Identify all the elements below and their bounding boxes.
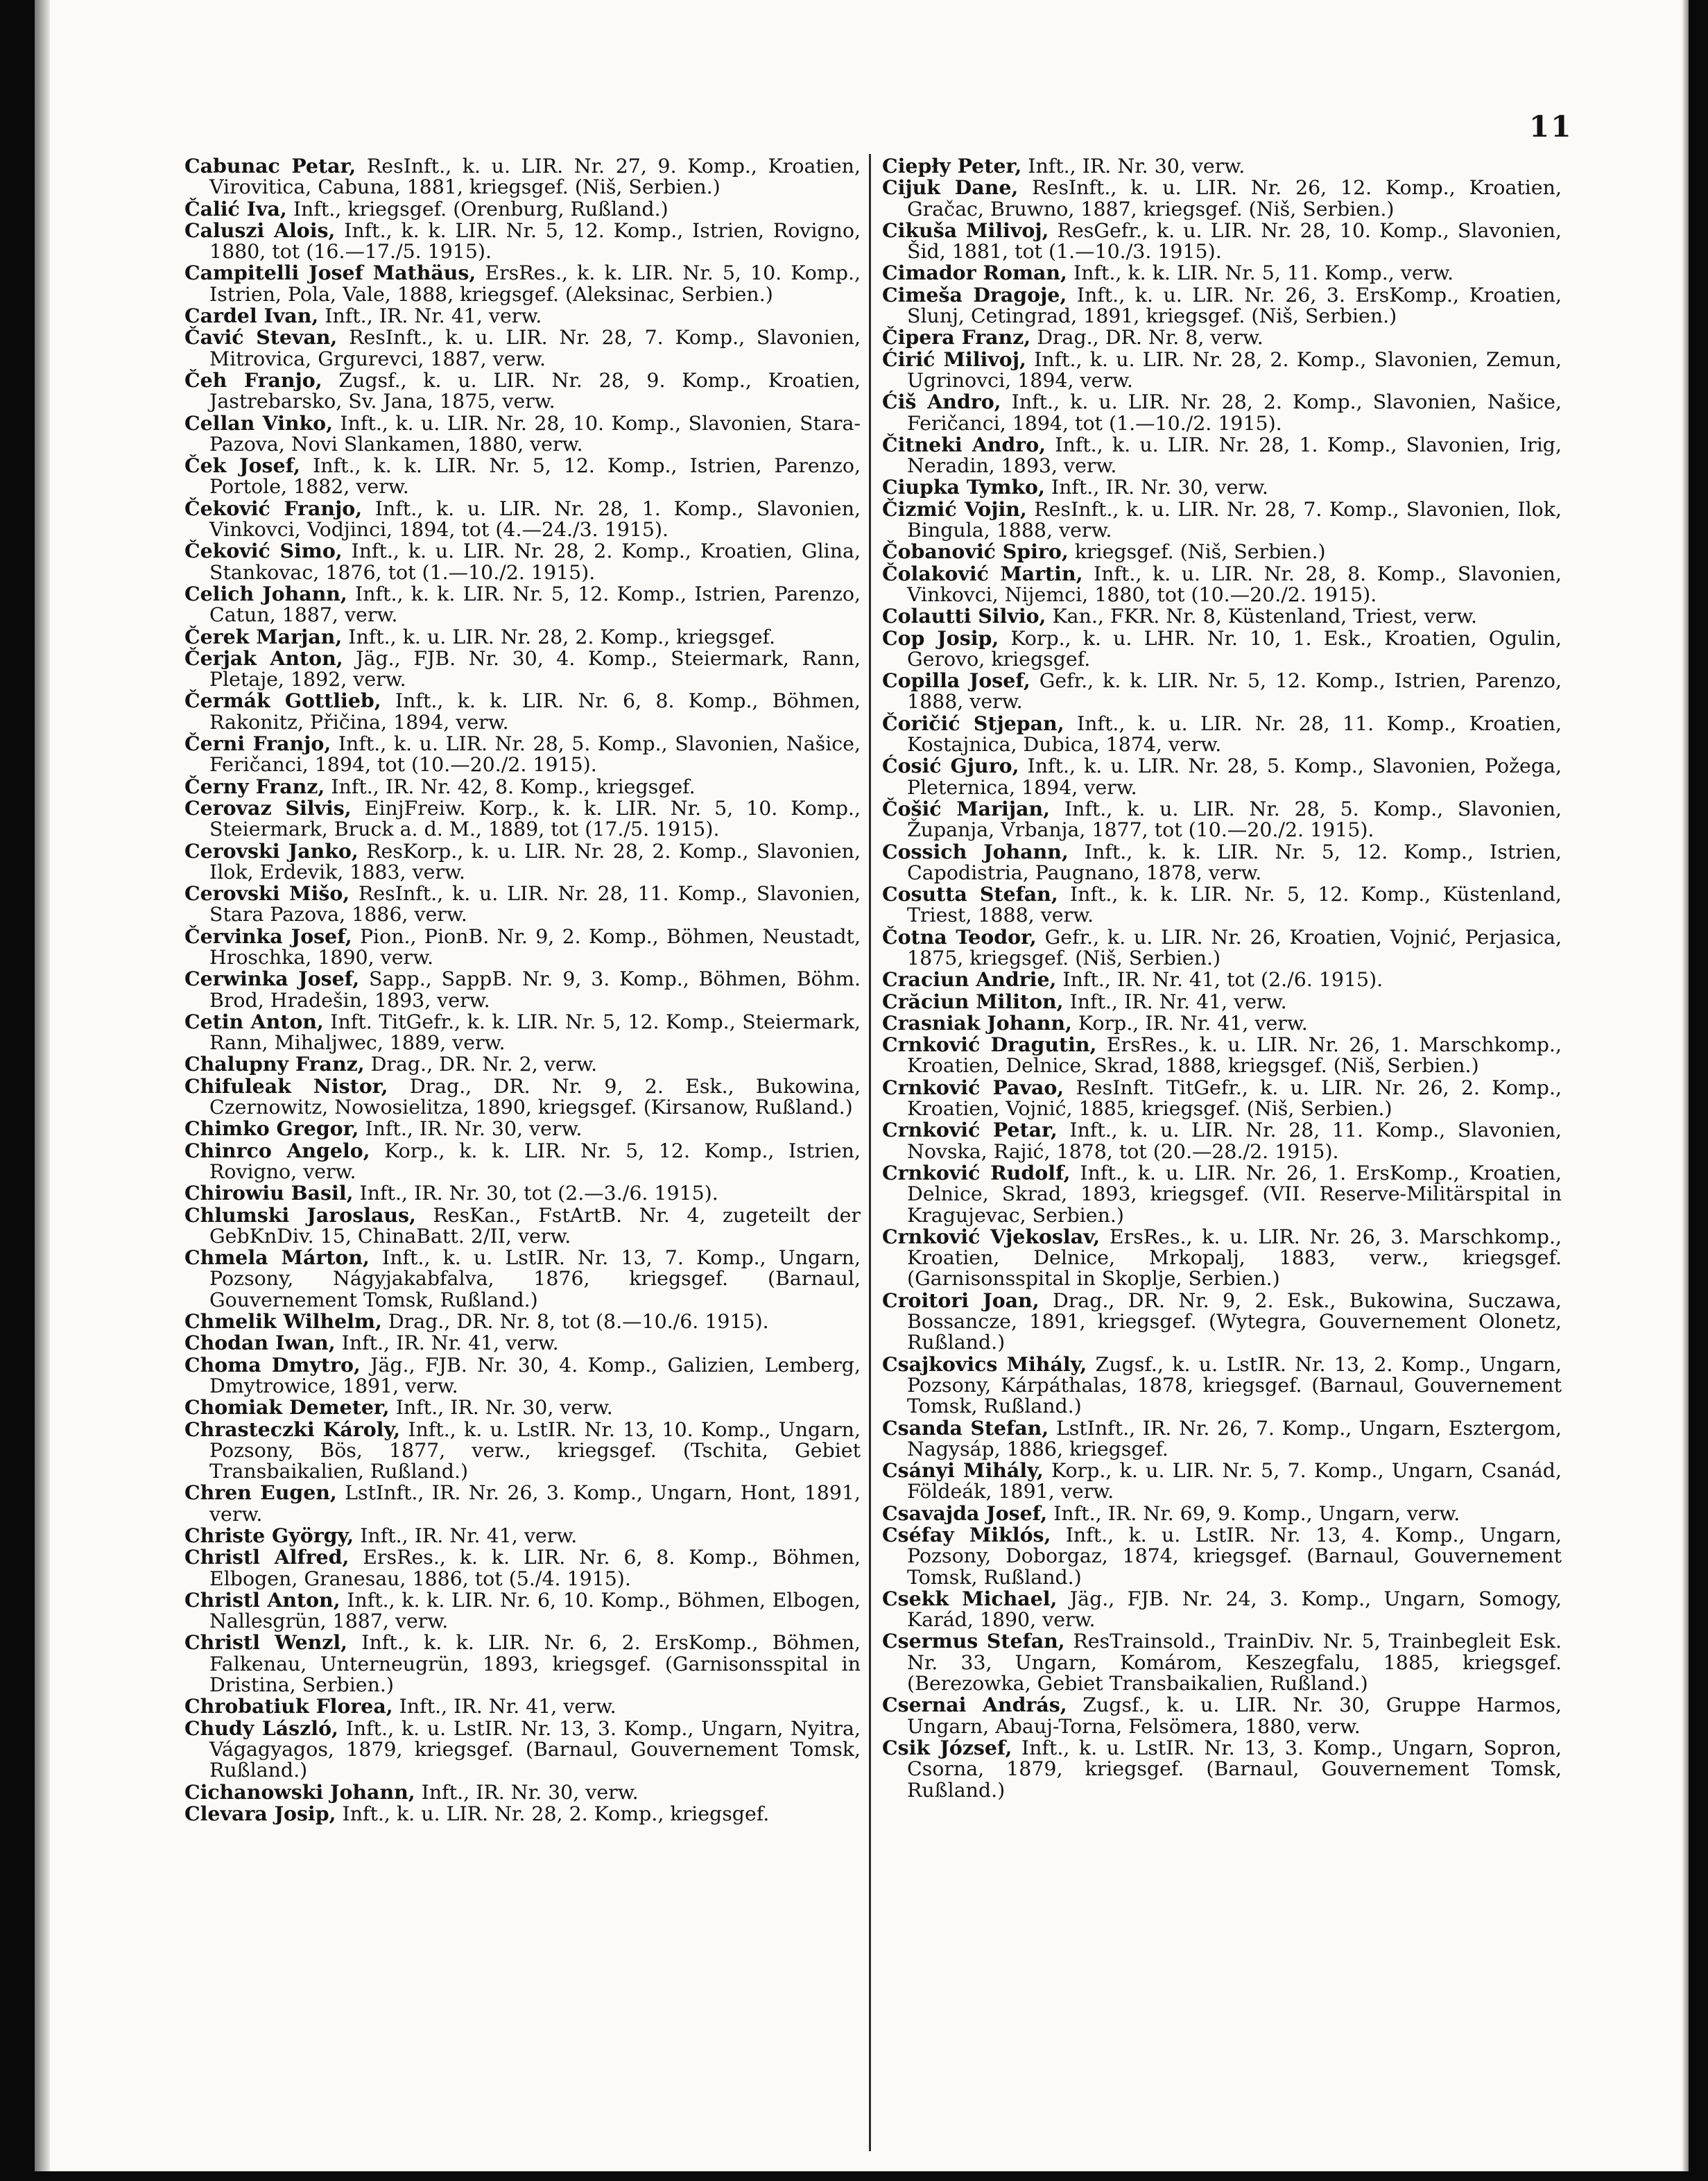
entry-name: Cerwinka Josef, bbox=[184, 967, 360, 991]
entry-details: ResInft. TitGefr., k. u. LIR. Nr. 26, 2. Komp., Kroatien, Vojnić, 1885, kriegsgef. (Niš, Serbien.) bbox=[907, 1076, 1562, 1121]
entry-name: Crnković Pavao, bbox=[882, 1075, 1064, 1099]
entry-details: Inft., IR. Nr. 41, verw. bbox=[354, 1524, 578, 1547]
list-item bbox=[882, 177, 1562, 220]
entry-name: Chmela Márton, bbox=[184, 1245, 370, 1270]
entry-details: Inft., IR. Nr. 41, verw. bbox=[318, 304, 542, 328]
list-item bbox=[882, 1226, 1562, 1290]
list-item bbox=[882, 628, 1562, 671]
entry-name: Croitori Joan, bbox=[882, 1288, 1040, 1312]
entry-details: Korp., k. u. LIR. Nr. 5, 7. Komp., Ungarn, Csanád, Földeák, 1891, verw. bbox=[907, 1459, 1562, 1503]
entry-name: Cosutta Stefan, bbox=[882, 882, 1058, 906]
list-item bbox=[882, 1460, 1562, 1503]
list-item bbox=[184, 262, 861, 305]
entry-name: Celich Johann, bbox=[184, 581, 347, 605]
entry-details: Inft., k. k. LIR. Nr. 6, 2. ErsKomp., Böhmen, Falkenau, Unterneugrün, 1893, kriegsgef. (Garnisonsspital in Dristina, Serbien.) bbox=[209, 1631, 861, 1697]
entry-name: Čošić Marijan, bbox=[882, 796, 1051, 820]
entry-details: Inft., k. u. LIR. Nr. 28, 1. Komp., Slavonien, Irig, Neradin, 1893, verw. bbox=[907, 433, 1562, 478]
entry-name: Craciun Andrie, bbox=[882, 967, 1057, 992]
entry-details: Gefr., k. u. LIR. Nr. 26, Kroatien, Vojnić, Perjasica, 1875, kriegsgef. (Niš, Serbien.) bbox=[907, 925, 1562, 969]
list-item bbox=[184, 1419, 861, 1483]
entry-details: Inft., k. u. LIR. Nr. 28, 5. Komp., Slavonien, Požega, Pleternica, 1894, verw. bbox=[907, 755, 1562, 799]
right-column bbox=[882, 155, 1562, 2153]
entry-details: ResKorp., k. u. LIR. Nr. 28, 2. Komp., Slavonien, Ilok, Erdevik, 1883, verw. bbox=[209, 839, 861, 883]
entry-details: Inft., k. k. LIR. Nr. 5, 12. Komp., Istrien, Parenzo, Catun, 1887, verw. bbox=[209, 582, 861, 627]
list-item bbox=[882, 1162, 1562, 1226]
list-item bbox=[184, 1011, 861, 1054]
entry-details: Inft., k. k. LIR. Nr. 5, 12. Komp., Istrien, Parenzo, Portole, 1882, verw. bbox=[209, 454, 861, 499]
list-item bbox=[882, 1354, 1562, 1417]
entry-name: Cerovaz Silvis, bbox=[184, 795, 352, 820]
entry-name: Ciupka Tymko, bbox=[882, 475, 1045, 499]
list-item bbox=[882, 1630, 1562, 1694]
entry-name: Černy Franz, bbox=[184, 774, 325, 798]
entry-name: Cossich Johann, bbox=[882, 839, 1069, 863]
list-item bbox=[184, 1779, 861, 1804]
list-item bbox=[184, 455, 861, 498]
entry-details: Inft., k. u. LstIR. Nr. 13, 7. Komp., Ungarn, Pozsony, Nágyjakabfalva, 1876, kriegsgef. (Barnaul, Gouvernement Tomsk, Rußland.) bbox=[209, 1246, 861, 1311]
list-item bbox=[882, 1077, 1562, 1120]
entry-name: Cop Josip, bbox=[882, 626, 999, 650]
entry-name: Colautti Silvio, bbox=[882, 604, 1046, 628]
entry-name: Christe György, bbox=[184, 1524, 354, 1547]
entry-name: Csermus Stefan, bbox=[882, 1629, 1065, 1653]
entry-name: Caluszi Alois, bbox=[184, 218, 336, 242]
list-item bbox=[184, 1140, 861, 1183]
entry-name: Csajkovics Mihály, bbox=[882, 1352, 1087, 1376]
list-item bbox=[882, 349, 1562, 392]
list-item bbox=[184, 1632, 861, 1696]
entry-details: ErsRes., k. k. LIR. Nr. 5, 10. Komp., Istrien, Pola, Vale, 1888, kriegsgef. (Aleksinac, Serbien.) bbox=[209, 261, 861, 306]
list-item bbox=[184, 198, 861, 220]
entry-name: Čeković Franjo, bbox=[184, 496, 363, 520]
entry-details: Inft., k. u. LIR. Nr. 28, 8. Komp., Slavonien, Vinkovci, Nijemci, 1880, tot (10.—20./2. 1915). bbox=[907, 562, 1562, 606]
entry-name: Crăciun Militon, bbox=[882, 989, 1064, 1013]
list-item bbox=[882, 284, 1562, 327]
list-item bbox=[184, 155, 861, 198]
entry-name: Christl Alfred, bbox=[184, 1545, 350, 1569]
list-item bbox=[184, 1311, 861, 1332]
entry-details: Inft., k. u. LIR. Nr. 26, 1. ErsKomp., Kroatien, Delnice, Skrad, 1893, kriegsgef. (VII. Reserve-Militärspital in Kragujevac, Serbien.) bbox=[907, 1161, 1562, 1227]
entry-details: Inft., k. u. LIR. Nr. 28, 11. Komp., Kroatien, Kostajnica, Dubica, 1874, verw. bbox=[907, 712, 1562, 757]
entry-details: ErsRes., k. k. LIR. Nr. 6, 8. Komp., Böhmen, Elbogen, Granesau, 1886, tot (5./4. 1915). bbox=[209, 1546, 861, 1590]
entry-name: Čalić Iva, bbox=[184, 196, 287, 221]
scan-left-edge bbox=[0, 0, 35, 2181]
list-item bbox=[882, 798, 1562, 841]
list-item bbox=[184, 1202, 861, 1248]
entry-name: Chudy László, bbox=[184, 1716, 338, 1740]
entry-name: Ciepły Peter, bbox=[882, 155, 1022, 178]
entry-name: Campitelli Josef Mathäus, bbox=[184, 261, 476, 285]
entry-name: Chinrco Angelo, bbox=[184, 1138, 370, 1162]
entry-details: Zugsf., k. u. LIR. Nr. 28, 9. Komp., Kroatien, Jastrebarsko, Sv. Jana, 1875, verw. bbox=[209, 368, 861, 413]
list-item bbox=[184, 1718, 861, 1782]
entry-details: ErsRes., k. u. LIR. Nr. 26, 3. Marschkomp., Kroatien, Delnice, Mrkopalj, 1883, verw., kriegsgef. (Garnisonsspital in Skoplje, Serbien.) bbox=[907, 1225, 1562, 1291]
entry-name: Christl Anton, bbox=[184, 1587, 340, 1612]
entry-name: Christl Wenzl, bbox=[184, 1630, 348, 1655]
entry-name: Chren Eugen, bbox=[184, 1481, 337, 1505]
left-column bbox=[184, 155, 861, 2153]
list-item bbox=[882, 155, 1562, 177]
entry-details: Inft., k. u. LstIR. Nr. 13, 3. Komp., Ungarn, Nyitra, Vágagyagos, 1879, kriegsgef. (Barnaul, Gouvernement Tomsk, Rußland.) bbox=[209, 1716, 861, 1782]
entry-name: Cikuša Milivoj, bbox=[882, 218, 1049, 242]
entry-details: Drag., DR. Nr. 9, 2. Esk., Bukowina, Suczawa, Bossancze, 1891, kriegsgef. (Wytegra, Gouvernement Olonetz, Rußland.) bbox=[907, 1288, 1562, 1354]
list-item bbox=[882, 1034, 1562, 1077]
list-item bbox=[184, 1525, 861, 1546]
entry-details: ResKan., FstArtB. Nr. 4, zugeteilt der GebKnDiv. 15, ChinaBatt. 2/II, verw. bbox=[209, 1203, 861, 1248]
entry-details: Inft., k. u. LstIR. Nr. 13, 10. Komp., Ungarn, Pozsony, Bös, 1877, verw., kriegsgef. (Tschita, Gebiet Transbaikalien, Rußland.) bbox=[209, 1417, 861, 1483]
entry-name: Cardel Ivan, bbox=[184, 304, 319, 328]
list-item bbox=[184, 840, 861, 883]
entry-name: Csanda Stefan, bbox=[882, 1415, 1049, 1440]
entry-details: EinjFreiw. Korp., k. k. LIR. Nr. 5, 10. Komp., Steiermark, Bruck a. d. M., 1889, tot (17./5. 1915). bbox=[209, 796, 861, 841]
entry-details: ResTrainsold., TrainDiv. Nr. 5, Trainbegleit Esk. Nr. 33, Ungarn, Komárom, Keszegfalu, 1885, kriegsgef. (Berezowka, Gebiet Transbaikalien, Rußland.) bbox=[907, 1630, 1562, 1696]
entry-name: Clevara Josip, bbox=[184, 1801, 336, 1825]
list-item bbox=[882, 841, 1562, 884]
entry-details: Inft., IR. Nr. 30, verw. bbox=[1021, 155, 1245, 178]
list-item bbox=[882, 476, 1562, 498]
entry-details: Inft., k. k. LIR. Nr. 6, 10. Komp., Böhmen, Elbogen, Nallesgrün, 1887, verw. bbox=[209, 1588, 861, 1633]
list-item bbox=[882, 262, 1562, 284]
entry-details: Sapp., SappB. Nr. 9, 3. Komp., Böhmen, Böhm. Brod, Hradešin, 1893, verw. bbox=[209, 967, 861, 1012]
entry-details: Inft., k. k. LIR. Nr. 5, 12. Komp., Küstenland, Triest, 1888, verw. bbox=[907, 883, 1562, 927]
entry-details: ResInft., k. u. LIR. Nr. 26, 12. Komp., Kroatien, Gračac, Bruwno, 1887, kriegsgef. (Niš, Serbien.) bbox=[907, 176, 1562, 221]
entry-details: Inft., k. u. LIR. Nr. 28, 2. Komp., Slavonien, Našice, Feričanci, 1894, tot (1.—10./2. 1915). bbox=[907, 390, 1562, 435]
entry-details: ResInft., k. u. LIR. Nr. 28, 7. Komp., Slavonien, Ilok, Bingula, 1888, verw. bbox=[907, 497, 1562, 542]
entry-name: Cijuk Dane, bbox=[882, 175, 1019, 200]
list-item bbox=[184, 1182, 861, 1204]
list-item bbox=[184, 305, 861, 327]
list-item bbox=[184, 1247, 861, 1311]
entry-name: Csernai András, bbox=[882, 1693, 1067, 1717]
entry-name: Čeh Franjo, bbox=[184, 368, 322, 392]
list-item bbox=[184, 776, 861, 798]
entry-details: Jäg., FJB. Nr. 30, 4. Komp., Steiermark, Rann, Pletaje, 1892, verw. bbox=[209, 646, 861, 691]
entry-details: Drag., DR. Nr. 9, 2. Esk., Bukowina, Czernowitz, Nowosielitza, 1890, kriegsgef. (Kirsanow, Rußland.) bbox=[209, 1074, 861, 1119]
list-item bbox=[882, 1503, 1562, 1524]
list-item bbox=[184, 1397, 861, 1418]
entry-details: Jäg., FJB. Nr. 24, 3. Komp., Ungarn, Somogy, Karád, 1890, verw. bbox=[907, 1587, 1562, 1632]
list-item bbox=[882, 1290, 1562, 1354]
list-item bbox=[882, 1694, 1562, 1737]
entry-details: Drag., DR. Nr. 2, verw. bbox=[364, 1053, 598, 1076]
list-item bbox=[184, 1696, 861, 1717]
list-item bbox=[184, 327, 861, 370]
entry-name: Čerjak Anton, bbox=[184, 646, 343, 670]
entry-details: Inft., IR. Nr. 30, verw. bbox=[1044, 476, 1268, 499]
entry-name: Crnković Vjekoslav, bbox=[882, 1224, 1101, 1248]
entry-details: Inft., IR. Nr. 41, tot (2./6. 1915). bbox=[1056, 968, 1383, 992]
entry-details: Inft., k. u. LIR. Nr. 28, 2. Komp., kriegsgef. bbox=[342, 625, 776, 648]
entry-details: Jäg., FJB. Nr. 30, 4. Komp., Galizien, Lemberg, Dmytrowice, 1891, verw. bbox=[209, 1353, 861, 1397]
entry-name: Csavajda Josef, bbox=[882, 1501, 1048, 1525]
entry-name: Cichanowski Johann, bbox=[184, 1779, 415, 1804]
scan-right-edge bbox=[1689, 0, 1708, 2181]
entry-name: Červinka Josef, bbox=[184, 924, 352, 948]
list-item bbox=[184, 1546, 861, 1589]
list-item bbox=[882, 1119, 1562, 1162]
entry-details: Inft., k. k. LIR. Nr. 5, 12. Komp., Istrien, Rovigno, 1880, tot (16.—17./5. 1915). bbox=[209, 218, 861, 264]
list-item bbox=[882, 1417, 1562, 1460]
entry-details: LstInft., IR. Nr. 26, 7. Komp., Ungarn, Esztergom, Nagysáp, 1886, kriegsgef. bbox=[907, 1416, 1562, 1460]
entry-name: Čipera Franz, bbox=[882, 325, 1031, 350]
list-item bbox=[184, 1332, 861, 1354]
list-item bbox=[882, 755, 1562, 798]
scan-bottom-edge bbox=[0, 2171, 1708, 2181]
entry-details: Inft., k. k. LIR. Nr. 6, 8. Komp., Böhmen, Rakonitz, Přičina, 1894, verw. bbox=[209, 689, 861, 734]
entry-name: Cerovski Janko, bbox=[184, 838, 359, 863]
entry-name: Čoričić Stjepan, bbox=[882, 711, 1064, 735]
list-item bbox=[184, 1118, 861, 1139]
entry-name: Ček Josef, bbox=[184, 454, 301, 478]
entry-name: Chodan Iwan, bbox=[184, 1331, 336, 1355]
entry-details: Inft., k. u. LstIR. Nr. 13, 4. Komp., Ungarn, Pozsony, Doborgaz, 1874, kriegsgef. (Barnaul, Gouvernement Tomsk, Rußland.) bbox=[907, 1524, 1562, 1589]
entry-details: Korp., IR. Nr. 41, verw. bbox=[1071, 1011, 1308, 1035]
entry-details: Pion., PionB. Nr. 9, 2. Komp., Böhmen, Neustadt, Hroschka, 1890, verw. bbox=[209, 924, 861, 969]
entry-name: Crnković Dragutin, bbox=[882, 1033, 1097, 1057]
entry-details: ResGefr., k. u. LIR. Nr. 28, 10. Komp., Slavonien, Šid, 1881, tot (1.—10./3. 1915). bbox=[907, 218, 1562, 264]
entry-details: Inft., IR. Nr. 30, verw. bbox=[389, 1396, 613, 1420]
entry-details: Korp., k. u. LHR. Nr. 10, 1. Esk., Kroatien, Ogulin, Gerovo, kriegsgef. bbox=[907, 626, 1562, 671]
list-item bbox=[882, 1588, 1562, 1631]
list-item bbox=[184, 690, 861, 733]
entry-details: LstInft., IR. Nr. 26, 3. Komp., Ungarn, Hont, 1891, verw. bbox=[209, 1481, 861, 1526]
entry-name: Čeković Simo, bbox=[184, 539, 343, 563]
entry-details: Inft., k. u. LIR. Nr. 28, 11. Komp., Slavonien, Novska, Rajić, 1878, tot (20.—28./2. 1915). bbox=[907, 1119, 1562, 1163]
entry-details: Inft., k. u. LIR. Nr. 28, 5. Komp., Slavonien, Našice, Feričanci, 1894, tot (10.—20./2. 1915). bbox=[209, 732, 861, 777]
entry-details: Inft., k. u. LIR. Nr. 28, 5. Komp., Slavonien, Županja, Vrbanja, 1877, tot (10.—20./2. 1915). bbox=[907, 797, 1562, 842]
entry-details: Inft., k. u. LIR. Nr. 28, 2. Komp., kriegsgef. bbox=[336, 1802, 770, 1825]
entry-details: Inft., k. k. LIR. Nr. 5, 12. Komp., Istrien, Capodistria, Paugnano, 1878, verw. bbox=[907, 840, 1562, 884]
entry-details: ErsRes., k. u. LIR. Nr. 26, 1. Marschkomp., Kroatien, Delnice, Skrad, 1888, kriegsgef. (Niš, Serbien.) bbox=[907, 1033, 1562, 1078]
entry-details: Kan., FKR. Nr. 8, Küstenland, Triest, verw. bbox=[1046, 605, 1477, 628]
entry-name: Cimeša Dragoje, bbox=[882, 282, 1067, 307]
list-item bbox=[882, 327, 1562, 348]
list-item bbox=[184, 733, 861, 776]
page-number: 11 bbox=[1529, 110, 1573, 144]
entry-details: Inft., k. k. LIR. Nr. 5, 11. Komp., verw. bbox=[1067, 261, 1454, 285]
entry-name: Ćiš Andro, bbox=[882, 390, 1001, 414]
list-item bbox=[882, 605, 1562, 627]
list-item bbox=[184, 220, 861, 263]
entry-details: Inft., k. u. LIR. Nr. 28, 10. Komp., Slavonien, Stara-Pazova, Novi Slankamen, 1880, verw. bbox=[209, 411, 861, 456]
list-item bbox=[882, 969, 1562, 990]
entry-details: Inft., IR. Nr. 41, verw. bbox=[393, 1695, 616, 1718]
entry-name: Cimador Roman, bbox=[882, 261, 1067, 285]
entry-details: Zugsf., k. u. LstIR. Nr. 13, 2. Komp., Ungarn, Pozsony, Kárpáthalas, 1878, kriegsgef. (Barnaul, Gouvernement Tomsk, Rußland.) bbox=[907, 1352, 1562, 1418]
entry-details: Inft., IR. Nr. 30, verw. bbox=[359, 1117, 583, 1141]
list-item bbox=[882, 1012, 1562, 1034]
entry-name: Cabunac Petar, bbox=[184, 155, 356, 178]
list-item bbox=[184, 626, 861, 648]
entry-name: Čitneki Andro, bbox=[882, 432, 1046, 456]
entry-details: Inft., k. u. LIR. Nr. 26, 3. ErsKomp., Kroatien, Slunj, Cetingrad, 1891, kriegsgef. (Niš, Serbien.) bbox=[907, 283, 1562, 328]
list-item bbox=[184, 1354, 861, 1397]
list-item bbox=[882, 713, 1562, 756]
entry-name: Chlumski Jaroslaus, bbox=[184, 1202, 416, 1227]
list-item bbox=[184, 1076, 861, 1119]
entry-name: Crnković Petar, bbox=[882, 1118, 1058, 1142]
list-item bbox=[184, 1482, 861, 1525]
entry-details: Drag., DR. Nr. 8, tot (8.—10./6. 1915). bbox=[381, 1310, 769, 1334]
list-item bbox=[184, 1803, 861, 1825]
entry-details: ResInft., k. u. LIR. Nr. 28, 11. Komp., Slavonien, Stara Pazova, 1886, verw. bbox=[209, 882, 861, 926]
list-item bbox=[882, 1737, 1562, 1801]
entry-details: Gefr., k. k. LIR. Nr. 5, 12. Komp., Istrien, Parenzo, 1888, verw. bbox=[907, 669, 1562, 714]
entry-details: ResInft., k. u. LIR. Nr. 28, 7. Komp., Slavonien, Mitrovica, Grgurevci, 1887, verw. bbox=[209, 326, 861, 370]
entry-name: Csekk Michael, bbox=[882, 1586, 1058, 1610]
entry-details: Inft., IR. Nr. 69, 9. Komp., Ungarn, verw. bbox=[1047, 1501, 1460, 1525]
entry-details: Inft., IR. Nr. 41, verw. bbox=[335, 1331, 559, 1355]
list-item bbox=[882, 883, 1562, 926]
entry-name: Čavić Stevan, bbox=[184, 325, 338, 350]
list-item bbox=[184, 1589, 861, 1632]
entry-name: Čolaković Martin, bbox=[882, 561, 1083, 585]
entry-details: Inft., kriegsgef. (Orenburg, Rußland.) bbox=[286, 197, 668, 221]
list-item bbox=[882, 434, 1562, 477]
list-item bbox=[882, 220, 1562, 263]
entry-name: Choma Dmytro, bbox=[184, 1352, 361, 1377]
entry-name: Čotna Teodor, bbox=[882, 924, 1037, 949]
entry-details: Inft., k. u. LIR. Nr. 28, 1. Komp., Slavonien, Vinkovci, Vodjinci, 1894, tot (4.—24./3. 1915). bbox=[209, 497, 861, 542]
list-item bbox=[882, 391, 1562, 434]
entry-name: Chrobatiuk Florea, bbox=[184, 1694, 393, 1718]
entry-details: Inft., k. u. LIR. Nr. 28, 2. Komp., Slavonien, Zemun, Ugrinovci, 1894, verw. bbox=[907, 347, 1562, 392]
entry-name: Cellan Vinko, bbox=[184, 411, 333, 435]
list-item bbox=[184, 540, 861, 583]
list-item bbox=[184, 1053, 861, 1075]
entry-name: Chmelik Wilhelm, bbox=[184, 1309, 382, 1334]
entry-details: Inft., IR. Nr. 30, tot (2.—3./6. 1915). bbox=[353, 1182, 718, 1205]
entry-name: Chomiak Demeter, bbox=[184, 1395, 390, 1420]
entry-name: Copilla Josef, bbox=[882, 669, 1030, 693]
list-item bbox=[882, 991, 1562, 1012]
entry-name: Csik József, bbox=[882, 1735, 1012, 1759]
entry-name: Černi Franjo, bbox=[184, 732, 331, 756]
entry-details: Inft., IR. Nr. 41, verw. bbox=[1063, 990, 1287, 1013]
entry-name: Cerovski Mišo, bbox=[184, 881, 350, 906]
entry-name: Crasniak Johann, bbox=[882, 1010, 1072, 1035]
entry-details: Inft., k. u. LstIR. Nr. 13, 3. Komp., Ungarn, Sopron, Csorna, 1879, kriegsgef. (Barnaul, Gouvernement Tomsk, Rußland.) bbox=[907, 1736, 1562, 1802]
entry-details: Zugsf., k. u. LIR. Nr. 30, Gruppe Harmos, Ungarn, Abauj-Torna, Felsömera, 1880, verw. bbox=[907, 1693, 1562, 1738]
entry-details: Inft., k. u. LIR. Nr. 28, 2. Komp., Kroatien, Glina, Stankovac, 1876, tot (1.—10./2. 1915). bbox=[209, 540, 861, 584]
list-item bbox=[882, 926, 1562, 969]
list-item bbox=[882, 670, 1562, 713]
entry-name: Cséfay Miklós, bbox=[882, 1523, 1051, 1546]
entry-name: Crnković Rudolf, bbox=[882, 1160, 1071, 1184]
list-item bbox=[184, 498, 861, 541]
entry-details: ResInft., k. u. LIR. Nr. 27, 9. Komp., Kroatien, Virovitica, Cabuna, 1881, kriegsgef. (Niš, Serbien.) bbox=[209, 155, 861, 199]
list-item bbox=[184, 370, 861, 413]
list-item bbox=[184, 795, 861, 841]
entry-name: Csányi Mihály, bbox=[882, 1458, 1044, 1483]
entry-details: Korp., k. k. LIR. Nr. 5, 12. Komp., Istrien, Rovigno, verw. bbox=[209, 1139, 861, 1183]
column-divider bbox=[869, 154, 871, 2151]
entry-name: Ćirić Milivoj, bbox=[882, 347, 1026, 371]
list-item bbox=[184, 583, 861, 626]
list-item bbox=[882, 1524, 1562, 1588]
entry-name: Chirowiu Basil, bbox=[184, 1181, 354, 1205]
entry-name: Chrasteczki Károly, bbox=[184, 1417, 401, 1441]
entry-name: Čizmić Vojin, bbox=[882, 497, 1027, 521]
list-item bbox=[184, 926, 861, 969]
entry-name: Cetin Anton, bbox=[184, 1009, 324, 1033]
list-item bbox=[184, 413, 861, 456]
entry-details: kriegsgef. (Niš, Serbien.) bbox=[1068, 540, 1326, 564]
list-item bbox=[882, 499, 1562, 542]
entry-details: Inft., IR. Nr. 30, verw. bbox=[415, 1780, 639, 1804]
entry-name: Čerek Marjan, bbox=[184, 624, 343, 648]
entry-name: Chalupny Franz, bbox=[184, 1052, 365, 1076]
list-item bbox=[882, 563, 1562, 606]
list-item bbox=[184, 883, 861, 926]
entry-details: Inft., IR. Nr. 42, 8. Komp., kriegsgef. bbox=[325, 775, 696, 798]
entry-name: Čobanović Spiro, bbox=[882, 540, 1069, 564]
list-item bbox=[184, 648, 861, 691]
entry-name: Chimko Gregor, bbox=[184, 1117, 359, 1141]
entry-details: Inft. TitGefr., k. k. LIR. Nr. 5, 12. Komp., Steiermark, Rann, Mihaljwec, 1889, verw. bbox=[209, 1010, 861, 1055]
list-item bbox=[882, 541, 1562, 562]
entry-name: Chifuleak Nistor, bbox=[184, 1074, 388, 1098]
entry-name: Čermák Gottlieb, bbox=[184, 689, 381, 713]
entry-name: Ćosić Gjuro, bbox=[882, 754, 1019, 778]
entry-details: Drag., DR. Nr. 8, verw. bbox=[1030, 326, 1263, 350]
list-item bbox=[184, 968, 861, 1011]
